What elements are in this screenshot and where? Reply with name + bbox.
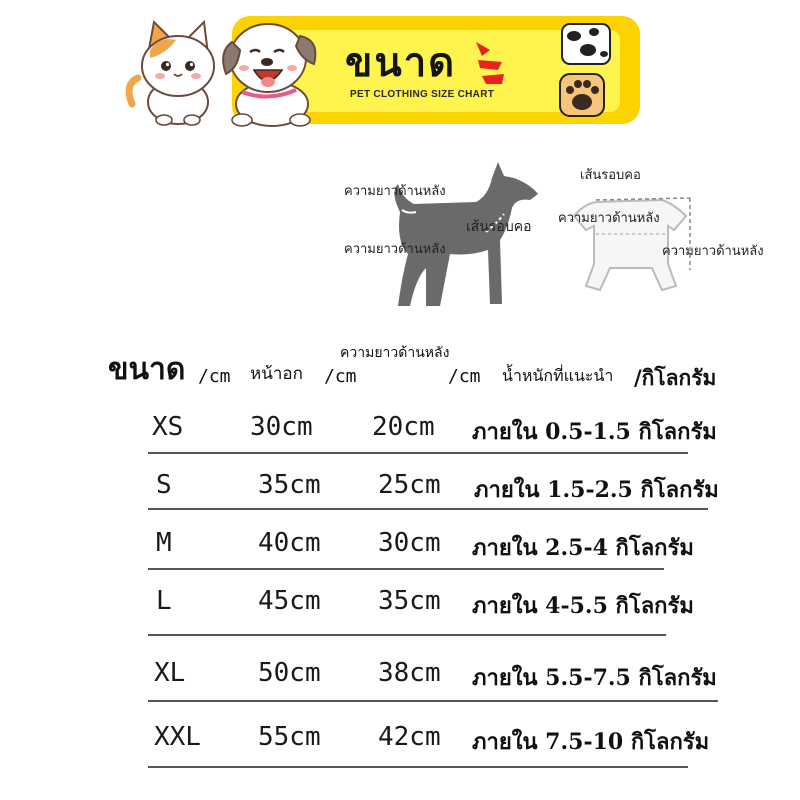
row-divider (148, 452, 688, 454)
row-back-length: 35cm (378, 586, 441, 616)
row-weight: ภายใน 5.5-7.5 กิโลกรัม (472, 665, 717, 691)
row-back-length: 20cm (372, 412, 435, 442)
paw-print-icon (558, 72, 606, 118)
cow-pattern-icon (560, 22, 612, 66)
dog-back-length-label-bottom: ความยาวด้านหลัง (344, 242, 446, 257)
row-size: XS (152, 412, 184, 442)
row-back-length: 42cm (378, 722, 441, 752)
dog-illustration (212, 12, 324, 128)
row-weight: ภายใน 1.5-2.5 กิโลกรัม (474, 477, 719, 503)
row-chest: 50cm (258, 658, 321, 688)
row-weight: ภายใน 2.5-4 กิโลกรัม (472, 535, 694, 561)
header-back-length: ความยาวด้านหลัง (340, 345, 450, 361)
row-divider (148, 568, 664, 570)
header-unit-back: /cm (448, 366, 481, 387)
row-back-length: 38cm (378, 658, 441, 688)
header-weight: น้ำหนักที่แนะนำ (502, 366, 614, 385)
row-back-length: 30cm (378, 528, 441, 558)
row-weight: ภายใน 7.5-10 กิโลกรัม (472, 729, 710, 755)
row-chest: 35cm (258, 470, 321, 500)
banner-subtitle: PET CLOTHING SIZE CHART (350, 89, 495, 100)
garment-neck-label: เส้นรอบคอ (580, 168, 641, 183)
row-weight: ภายใน 4-5.5 กิโลกรัม (472, 593, 694, 619)
header-unit-size: /cm (198, 366, 231, 387)
dog-neck-label: เส้นรอบคอ (466, 219, 532, 235)
row-size: XXL (154, 722, 201, 752)
header-size: ขนาด (108, 352, 186, 387)
header-chest: หน้าอก (250, 364, 303, 384)
header-unit-chest: /cm (324, 366, 357, 387)
row-chest: 30cm (250, 412, 313, 442)
row-divider (148, 766, 688, 768)
garment-back-length-label-middle: ความยาวด้านหลัง (558, 211, 660, 226)
garment-back-length-label-right: ความยาวด้านหลัง (662, 244, 764, 259)
row-size: L (156, 586, 172, 616)
banner-title: ขนาด (345, 39, 457, 86)
row-weight: ภายใน 0.5-1.5 กิโลกรัม (472, 419, 717, 445)
row-divider (148, 634, 666, 636)
row-size: XL (154, 658, 186, 688)
accent-mark-icon (468, 38, 512, 88)
row-divider (148, 508, 708, 510)
header-weight-unit: /กิโลกรัม (634, 366, 717, 390)
dog-back-length-label-top: ความยาวด้านหลัง (344, 184, 446, 199)
row-chest: 40cm (258, 528, 321, 558)
row-size: M (156, 528, 172, 558)
row-chest: 45cm (258, 586, 321, 616)
row-divider (148, 700, 718, 702)
row-chest: 55cm (258, 722, 321, 752)
row-size: S (156, 470, 172, 500)
row-back-length: 25cm (378, 470, 441, 500)
